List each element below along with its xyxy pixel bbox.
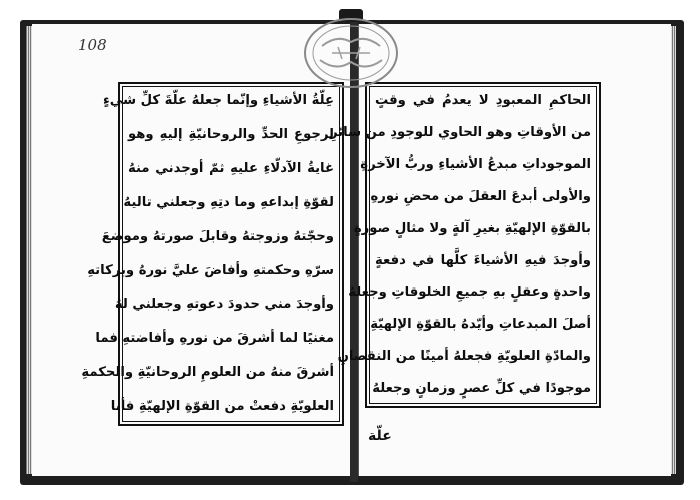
right-line: الموجوداتِ مبدعُ الأشياءِ وربُّ الآخرةِ [360,157,591,172]
left-line: لرجوعِ الحدِّ والروحانيّةِ إليهِ وهو [128,127,334,142]
right-line: والأولى أبدعَ العقلَ من محضِ نورهِ [370,189,591,204]
left-line: أشرقَ منهُ من العلومِ الروحانيّةِ والحكمةِ [81,365,334,380]
right-line: بالقوّةِ الإلهيّةِ بغيرِ آلةٍ ولا مثالٍ صورةٍ [353,221,591,236]
left-line: غايةُ الآدلّاءِ عليهِ ثمّ أوجدني منهُ [128,161,334,176]
left-line: عِلّةُ الأشياءِ وإنّما جعلهُ علّةَ كلِّ شيءٍ [103,93,334,108]
right-line: الحاكمِ المعبودِ لا يعدمُ في وقتٍ [375,93,591,108]
right-line: واحدةٍ وعقلٍ بهِ جميعِ الخلوقاتِ وجعلهُ [348,285,591,300]
right-text-frame [329,82,601,408]
right-line: وأوجدَ فيهِ الأشياءَ كلَّها في دفعةٍ [375,253,591,268]
left-text-frame [81,82,344,426]
left-line: وأوجدَ مني حدودَ دعوتهِ وجعلني لهُ [114,297,334,312]
right-text-block [329,90,591,400]
right-line: من الأوقاتِ وهو الحاوي للوجودِ من سائرِ [329,125,591,140]
page-number: 108 [78,36,107,54]
left-line: وحجّتهُ وزوجتهُ وقابلَ صورتهُ وموضعَ [101,229,334,244]
left-line: العلويّةِ دفعتْ من القوّةِ الإلهيّةِ فأنا [110,399,334,414]
right-line: والمادّةِ العلويّةِ فجعلهُ أمينًا من النقصانِ [337,349,591,364]
right-line: أصلَ المبدعاتِ وأيّدهُ بالقوّةِ الإلهيّةِ [370,317,591,332]
left-text-block [81,90,334,418]
left-line: سرّهِ وحكمتهِ وأفاضَ عليَّ نورهُ وبركاتهِ [87,263,334,278]
catchword: علّة [368,428,392,444]
left-line: لقوّةِ إبداعهِ وما دتِهِ وجعلني تاليهُ [123,195,334,210]
library-seal-stamp [302,16,400,90]
left-line: مغنيًا لما أشرقَ من نورهِ وأفاضتهِ فما [95,331,334,346]
right-line: موجودًا في كلِّ عصرٍ وزمانٍ وجعلهُ [372,381,591,396]
